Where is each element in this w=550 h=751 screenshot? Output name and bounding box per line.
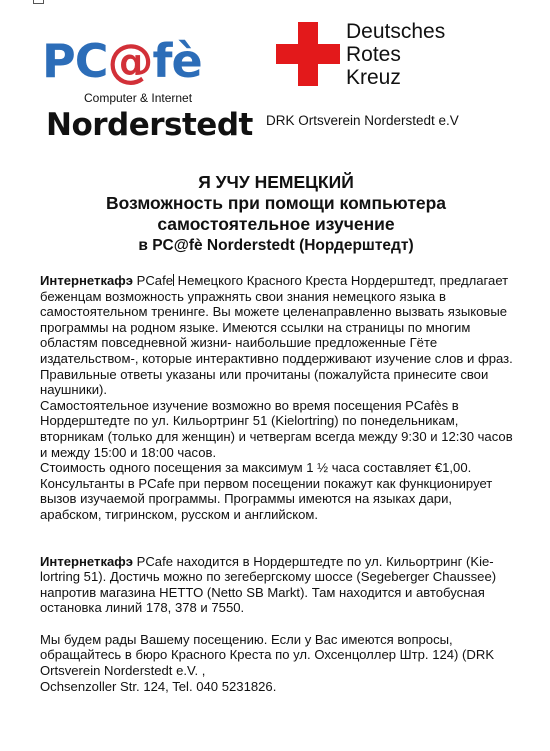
drk-logo-name bbox=[346, 20, 445, 89]
checkbox-fragment bbox=[33, 0, 44, 4]
title-line: Я УЧУ НЕМЕЦКИЙ bbox=[198, 172, 354, 192]
paragraph-text: PCafe bbox=[132, 273, 173, 288]
paragraph bbox=[40, 554, 515, 616]
title-line: Возможность при помощи компьютера bbox=[105, 193, 447, 213]
pcafe-logo-subtitle: Computer & Internet bbox=[84, 91, 193, 105]
paragraph-text: PCafe находится в Нордерштедте по ул. Кильортринг (Kie-lortring 51). Достичь можно по зегебергскому шоссе (Segeberger Chaussee) напротив магазина HETTO (Netto SB Markt). Там находится и автобусная остановка линий 178, 378 и 7550. bbox=[40, 553, 497, 616]
paragraph bbox=[40, 273, 515, 398]
pcafe-logo-at: @ bbox=[107, 34, 153, 88]
pcafe-logo-city: Norderstedt bbox=[46, 107, 253, 143]
document-body bbox=[40, 273, 515, 694]
pcafe-logo-fe: fè bbox=[152, 34, 202, 88]
paragraph-text: Немецкого Красного Креста Нордерштедт, предлагает беженцам возможность упражнять свои знания немецкого языка в самостоятельном тренинге. Вы можете целенаправленно вызвать языковые программы на родном языке. Имеются ссылки на страницы по многим областям повседневной жизни- наибольшие предложенные Гёте издательством-, которые интерактивно поддерживают изучение слов и фраз. Правильные ответы указаны или прочитаны (пожалуйста принесите свои наушники). bbox=[40, 273, 513, 398]
drk-logo-subtitle: DRK Ortsverein Norderstedt e.V bbox=[266, 113, 459, 128]
pcafe-logo-pc: PC bbox=[42, 34, 108, 88]
bold-lead: Интернеткафэ bbox=[40, 273, 133, 288]
pcafe-logo bbox=[40, 32, 253, 144]
paragraph: Консультанты в PCafe при первом посещении покажут как функционирует вызов изучаемой программы. Программы имеются на языках дари, арабском, тигринском, русском и английском. bbox=[40, 475, 493, 522]
drk-name-line: Deutsches bbox=[346, 20, 446, 43]
document-title bbox=[40, 172, 512, 257]
pcafe-logo-word bbox=[42, 34, 202, 88]
title-line: самостоятельное изучение bbox=[157, 214, 395, 234]
red-cross-icon bbox=[276, 22, 340, 86]
drk-name-line: Rotes bbox=[346, 43, 401, 66]
spacer bbox=[40, 523, 515, 554]
bold-lead: Интернеткафэ bbox=[40, 553, 133, 569]
drk-name-line: Kreuz bbox=[346, 66, 401, 89]
title-line: в PC@fè Norderstedt (Нордерштедт) bbox=[138, 237, 414, 254]
paragraph: Ochsenzoller Str. 124, Tel. 040 5231826. bbox=[40, 678, 277, 694]
paragraph: Стоимость одного посещения за максимум 1 ½ часа составляет €1,00. bbox=[40, 460, 472, 476]
spacer bbox=[40, 616, 515, 632]
paragraph: Самостоятельное изучение возможно во время посещения PCafès в Нордерштедте по ул. Кильортринг 51 (Kielortring) по понедельникам, вторникам (только для женщин) и четвергам всегда между 9:30 и 12:30 часов и между 15:00 и 18:00 часов. bbox=[40, 397, 513, 460]
paragraph: Мы будем рады Вашему посещению. Если у Вас имеются вопросы, обращайтесь в бюро Красного Креста по ул. Охсенцоллер Штр. 124) (DRK Ortsverein Norderstedt e.V. , bbox=[40, 631, 495, 679]
